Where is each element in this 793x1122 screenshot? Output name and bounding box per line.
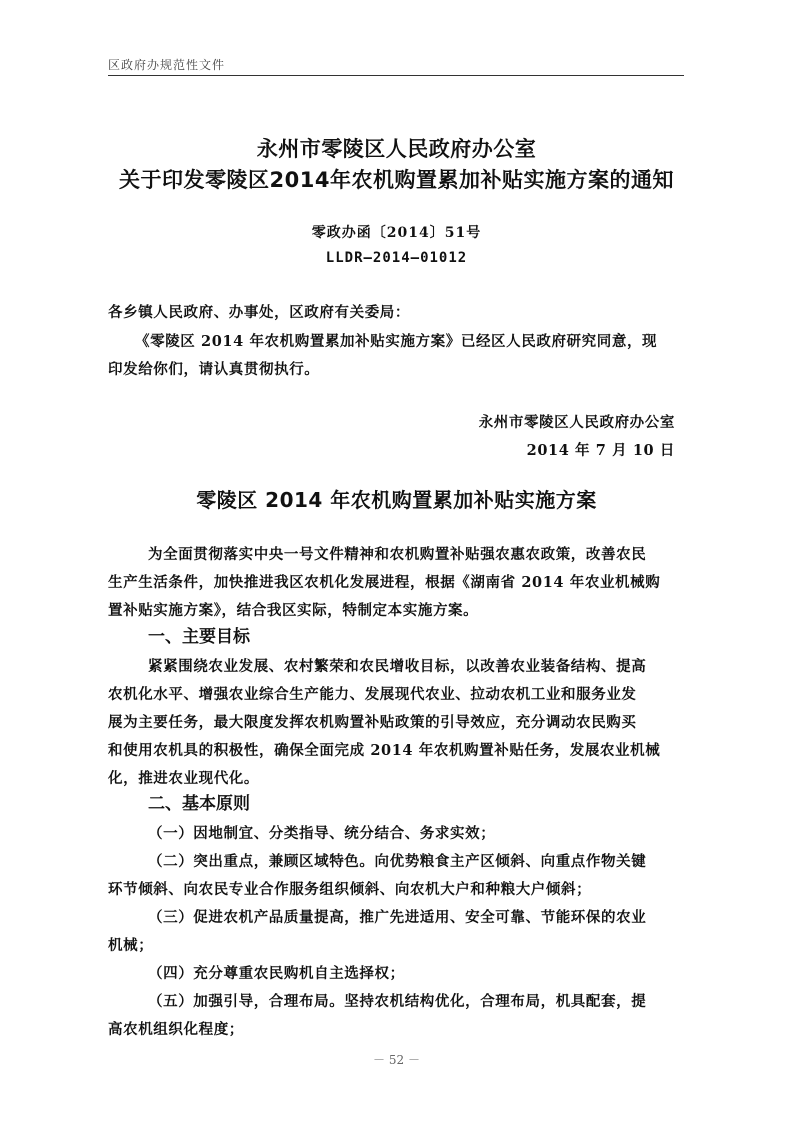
principle-line: （一）因地制宜、分类指导、统分结合、务求实效； [148,825,496,842]
salutation: 各乡镇人民政府、办事处，区政府有关委局： [108,304,410,321]
plan-title: 零陵区 2014 年农机购置累加补贴实施方案 [196,488,597,512]
notice-body-line: 印发给你们，请认真贯彻执行。 [108,361,320,378]
intro-line: 置补贴实施方案》，结合我区实际，特制定本实施方案。 [108,602,479,619]
notice-title-line1: 永州市零陵区人民政府办公室 [256,137,537,161]
section2-title: 二、基本原则 [148,794,250,814]
page-number: － 52 － [373,1053,420,1067]
notice-title-line2: 关于印发零陵区2014年农机购置累加补贴实施方案的通知 [119,168,674,192]
section1-line: 紧紧围绕农业发展、农村繁荣和农民增收目标，以改善农业装备结构、提高 [148,658,647,675]
intro-line: 生产生活条件，加快推进我区农机化发展进程，根据《湖南省 2014 年农业机械购 [108,574,661,591]
header-divider [108,75,684,76]
signature: 永州市零陵区人民政府办公室 [478,414,675,431]
principle-line: （五）加强引导，合理布局。坚持农机结构优化，合理布局，机具配套，提 [148,993,647,1010]
principle-line: （三）促进农机产品质量提高，推广先进适用、安全可靠、节能环保的农业 [148,909,647,926]
notice-body-line: 《零陵区 2014 年农机购置累加补贴实施方案》已经区人民政府研究同意，现 [135,333,658,350]
principle-line: 机械； [108,937,154,954]
section1-line: 和使用农机具的积极性，确保全面完成 2014 年农机购置补贴任务，发展农业机械 [108,742,661,759]
section1-line: 展为主要任务，最大限度发挥农机购置补贴政策的引导效应，充分调动农民购买 [108,714,637,731]
principle-line: （四）充分尊重农民购机自主选择权； [148,965,405,982]
section1-line: 化，推进农业现代化。 [108,770,259,787]
document-header-label: 区政府办规范性文件 [108,58,226,72]
registration-number: LLDR—2014—01012 [325,250,468,266]
section1-line: 农机化水平、增强农业综合生产能力、发展现代农业、拉动农机工业和服务业发 [108,686,637,703]
principle-line: 环节倾斜、向农民专业合作服务组织倾斜、向农机大户和种粮大户倾斜； [108,881,592,898]
document-number: 零政办函〔2014〕51号 [311,225,482,241]
issue-date: 2014 年 7 月 10 日 [526,442,675,459]
principle-line: 高农机组织化程度； [108,1021,244,1038]
section1-title: 一、主要目标 [148,627,250,647]
intro-line: 为全面贯彻落实中央一号文件精神和农机购置补贴强农惠农政策，改善农民 [148,546,647,563]
principle-line: （二）突出重点，兼顾区域特色。向优势粮食主产区倾斜、向重点作物关键 [148,853,647,870]
